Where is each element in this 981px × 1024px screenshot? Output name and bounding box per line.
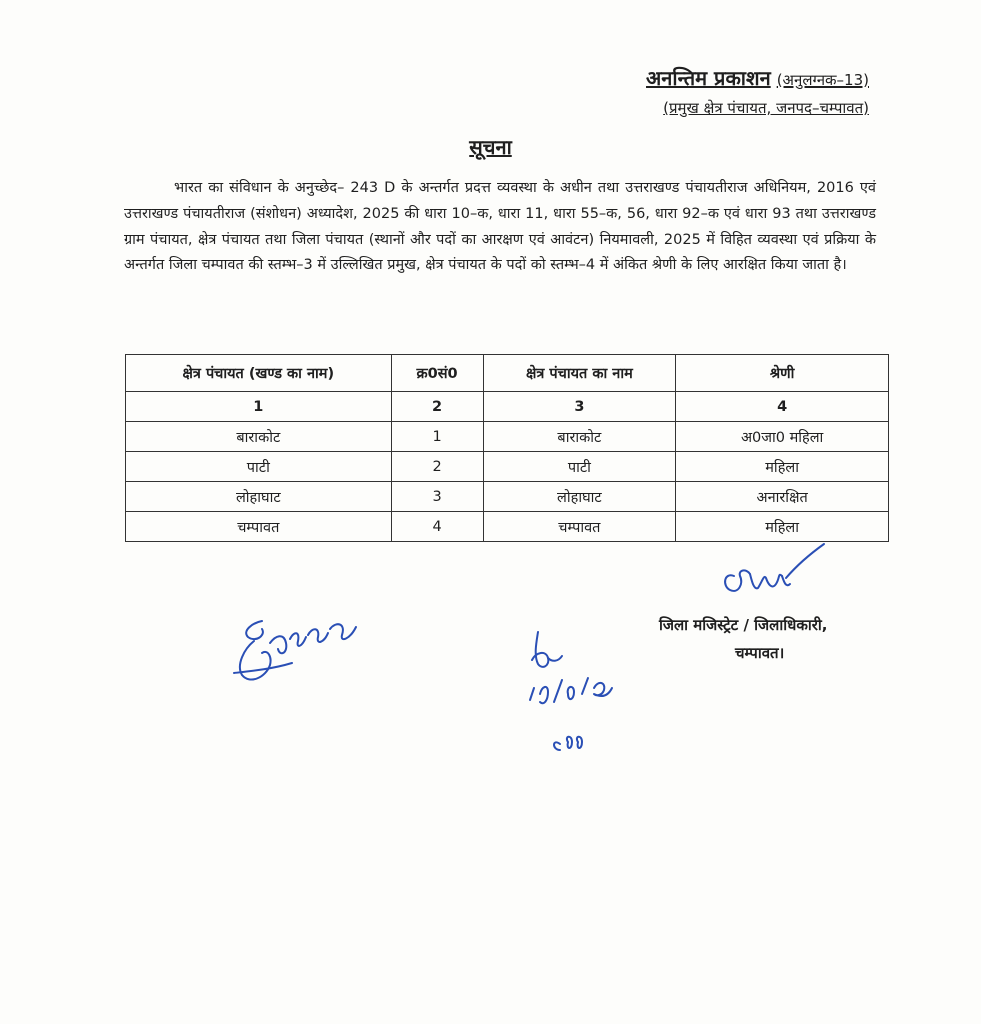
table-row [126, 422, 889, 452]
column-number: 4 [676, 392, 889, 422]
official-signature [716, 542, 828, 604]
table-cell: पाटी [483, 452, 676, 482]
column-number: 2 [391, 392, 483, 422]
table-cell: अनारक्षित [676, 482, 889, 512]
designation-title: जिला मजिस्ट्रेट / जिलाधिकारी, [659, 616, 828, 634]
table-cell: 4 [391, 512, 483, 542]
table-cell: महिला [676, 452, 889, 482]
table-header-row [126, 355, 889, 392]
column-number: 3 [483, 392, 676, 422]
dated-initials [522, 622, 622, 772]
table-cell: बाराकोट [483, 422, 676, 452]
table-cell: महिला [676, 512, 889, 542]
table-cell: लोहाघाट [126, 482, 392, 512]
heading-title: अनन्तिम प्रकाशन [646, 66, 771, 90]
table-cell: अ0जा0 महिला [676, 422, 889, 452]
header-category: श्रेणी [676, 355, 889, 392]
table-row [126, 482, 889, 512]
annex-label: (अनुलग्नक–13) [776, 71, 869, 89]
table-cell: पाटी [126, 452, 392, 482]
column-number: 1 [126, 392, 392, 422]
initials-signature [232, 613, 372, 691]
document-subheading: (प्रमुख क्षेत्र पंचायत, जनपद–चम्पावत) [663, 99, 869, 117]
table-cell: चम्पावत [126, 512, 392, 542]
document-heading [646, 64, 869, 91]
notice-body: भारत का संविधान के अनुच्छेद– 243 D के अन्तर्गत प्रदत्त व्यवस्था के अधीन तथा उत्तराखण्ड पंचायतीराज अधिनियम, 2016 एवं उत्तराखण्ड पंचायतीराज (संशोधन) अध्यादेश, 2025 की धारा 10–क, धारा 11, धारा 55–क, 56, धारा 92–क एवं धारा 93 तथा उत्तराखण्ड ग्राम पंचायत, क्षेत्र पंचायत तथा जिला पंचायत (स्थानों और पदों का आरक्षण एवं आवंटन) नियमावली, 2025 में विहित व्यवस्था एवं प्रक्रिया के अन्तर्गत जिला चम्पावत की स्तम्भ–3 में उल्लिखित प्रमुख, क्षेत्र पंचायत के पदों को स्तम्भ–4 में अंकित श्रेणी के लिए आरक्षित किया जाता है। [124, 180, 876, 274]
column-number-row [126, 392, 889, 422]
table-row [126, 512, 889, 542]
header-serial-no: क्र0सं0 [391, 355, 483, 392]
table-cell: बाराकोट [126, 422, 392, 452]
table-cell: चम्पावत [483, 512, 676, 542]
reservation-table [125, 354, 889, 542]
table-cell: लोहाघाट [483, 482, 676, 512]
header-block-name: क्षेत्र पंचायत (खण्ड का नाम) [126, 355, 392, 392]
notice-title: सूचना [469, 135, 512, 159]
designation-location: चम्पावत। [735, 644, 785, 662]
table-cell: 2 [391, 452, 483, 482]
table-row [126, 452, 889, 482]
header-panchayat-name: क्षेत्र पंचायत का नाम [483, 355, 676, 392]
table-cell: 1 [391, 422, 483, 452]
signatory-designation [659, 611, 827, 667]
table-cell: 3 [391, 482, 483, 512]
